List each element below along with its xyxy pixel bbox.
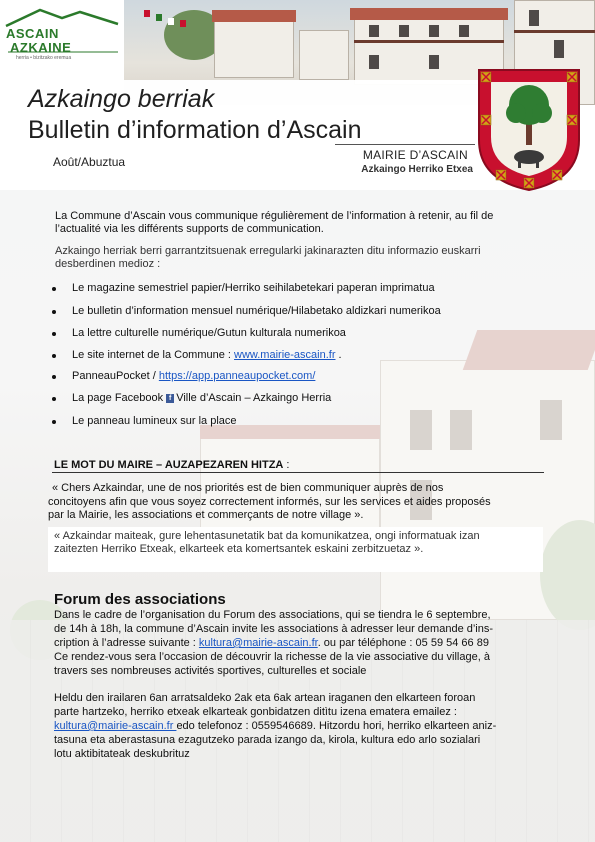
website-label: Le site internet de la Commune : bbox=[72, 349, 235, 361]
mayor-fr-line1: « Chers Azkaindar, une de nos priorités est de bien communiquer auprès de nos bbox=[52, 482, 444, 494]
forum-fr-line5: travers ses nombreuses activités sportives, culturelles et sociale bbox=[54, 665, 367, 677]
forum-eu-line2: parte hartzeko, herriko etxeak elkarteak gonbidatzen ditìtu izena ematera emailez : bbox=[54, 706, 457, 718]
bullet-icon bbox=[52, 397, 56, 401]
mairie-name-fr: MAIRIE D’ASCAIN bbox=[362, 148, 468, 162]
section-divider bbox=[52, 472, 544, 473]
forum-eu-phone-text: edo telefonoz : 0559546689. Hitzordu hori, herriko elkarteen aniz- bbox=[176, 720, 497, 732]
forum-fr-line3-start: cription à l’adresse suivante : bbox=[54, 637, 199, 649]
bullet-icon bbox=[52, 310, 56, 314]
bullet-icon bbox=[52, 287, 56, 291]
bullet-icon bbox=[52, 420, 56, 424]
logo-line1: ASCAIN bbox=[6, 26, 59, 41]
list-item-facebook bbox=[72, 392, 331, 405]
list-item-panneaupocket bbox=[72, 370, 315, 383]
panneaupocket-label: PanneauPocket / bbox=[72, 370, 159, 382]
intro-eu-line1: Azkaingo herriak berri garrantzitsuenak erregularki jakinarazten ditu informazio euskarri bbox=[55, 245, 481, 257]
logo-line2: AZKAINE bbox=[10, 40, 72, 55]
facebook-icon[interactable]: f bbox=[166, 394, 174, 403]
mayor-heading-text: LE MOT DU MAIRE – AUZAPEZAREN HITZA bbox=[54, 459, 284, 471]
forum-eu-line1: Heldu den irailaren 6an arratsaldeko 2ak eta 6ak artean iraganen den elkarteen foroan bbox=[54, 692, 476, 704]
mayor-heading-suffix: : bbox=[283, 459, 290, 471]
intro-eu-line2: desberdinen medioz : bbox=[55, 258, 161, 270]
bullet-icon bbox=[52, 354, 56, 358]
mairie-divider bbox=[335, 144, 475, 145]
intro-fr-line1: La Commune d’Ascain vous communique régulièrement de l’information à retenir, au fil de bbox=[55, 210, 494, 222]
website-link[interactable]: www.mairie-ascain.fr bbox=[234, 349, 336, 361]
coat-of-arms-icon bbox=[474, 65, 584, 195]
intro-fr-line2: l’actualité via les différents supports de communication. bbox=[55, 223, 324, 235]
list-item-text: La lettre culturelle numérique/Gutun kulturala numerikoa bbox=[72, 327, 346, 339]
issue-date: Août/Abuztua bbox=[53, 155, 126, 169]
forum-eu-line3 bbox=[54, 720, 496, 733]
list-item-text: Le bulletin d’information mensuel numérique/Hilabetako aldizkari numerikoa bbox=[72, 305, 441, 317]
forum-fr-line1: Dans le cadre de l’organisation du Forum des associations, qui se tiendra le 6 septembre, bbox=[54, 609, 491, 621]
mairie-name-eu: Azkaingo Herriko Etxea bbox=[361, 164, 473, 175]
forum-fr-line4: Ce rendez-vous sera l’occasion de découvrir la richesse de la vie associative du village, à bbox=[54, 651, 490, 663]
mayor-fr-line3: par la Mairie, les associations et commerçants de notre village ». bbox=[48, 509, 364, 521]
panneaupocket-link[interactable]: https://app.panneaupocket.com/ bbox=[158, 370, 316, 382]
forum-eu-line5: lotu aktibitateak deskubrituz bbox=[54, 748, 190, 760]
ascain-logo bbox=[0, 0, 124, 80]
forum-fr-line3 bbox=[54, 637, 489, 650]
mayor-section-heading bbox=[54, 459, 290, 471]
title-french: Bulletin d’information d’Ascain bbox=[28, 116, 362, 144]
mayor-eu-line2: zaitezten Herriko Etxeak, elkarteek eta komertsantek eskaini zerbitzuetaz ». bbox=[54, 543, 424, 555]
logo-tagline: herria • bizitzako eremua bbox=[16, 55, 72, 61]
bullet-icon bbox=[52, 375, 56, 379]
bullet-icon bbox=[52, 332, 56, 336]
forum-email-link[interactable]: kultura@mairie-ascain.fr bbox=[198, 637, 318, 649]
mayor-fr-line2: concitoyens afin que vous soyez correctement informés, sur les services et aides proposés bbox=[48, 496, 491, 508]
forum-phone-text: . ou par téléphone : 05 59 54 66 89 bbox=[317, 637, 489, 649]
forum-title: Forum des associations bbox=[54, 591, 226, 608]
facebook-label: La page Facebook bbox=[72, 392, 167, 404]
list-item-text: Le panneau lumineux sur la place bbox=[72, 415, 237, 427]
forum-eu-line4: tasuna eta aberastasuna ezagutzeko parada izango da, kirola, kultura edo arlo sozialari bbox=[54, 734, 481, 746]
forum-eu-email-link[interactable]: kultura@mairie-ascain.fr bbox=[54, 720, 177, 732]
list-item-text: Le magazine semestriel papier/Herriko seihilabetekari paperan imprimatua bbox=[72, 282, 435, 294]
facebook-page-name: Ville d’Ascain – Azkaingo Herria bbox=[176, 392, 332, 404]
list-item-website bbox=[72, 349, 342, 362]
forum-fr-line2: de 14h à 18h, la commune d’Ascain invite les associations à adresser leur demande d’ins- bbox=[54, 623, 494, 635]
title-basque: Azkaingo berriak bbox=[28, 85, 215, 113]
mayor-eu-line1: « Azkaindar maiteak, gure lehentasunetatik bat da komunikatzea, ongi informatuak izan bbox=[54, 530, 480, 542]
website-suffix: . bbox=[335, 349, 342, 361]
